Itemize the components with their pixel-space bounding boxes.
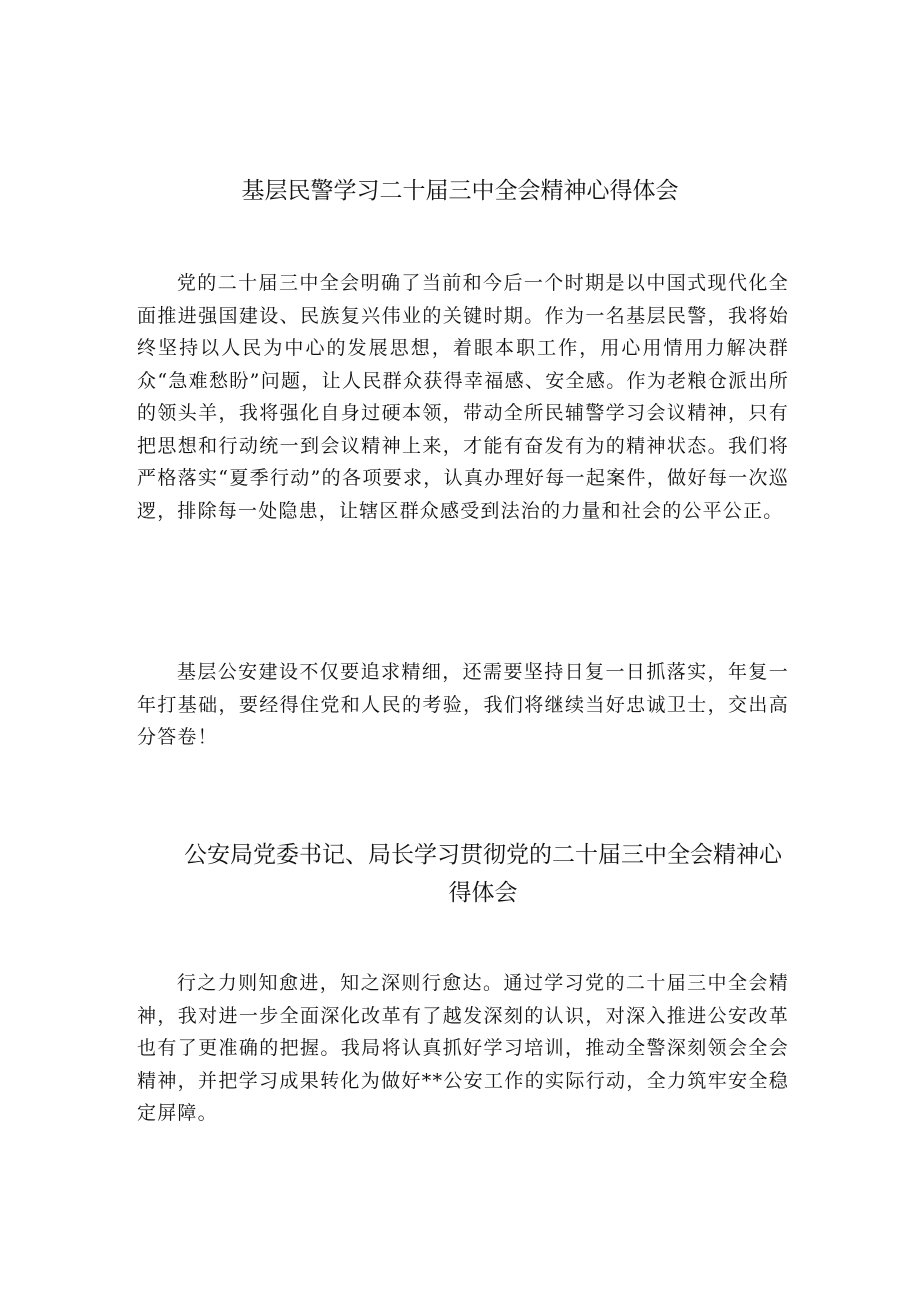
article-2-paragraph-1: 行之力则知愈进，知之深则行愈达。通过学习党的二十届三中全会精神，我对进一步全面深化改革有了越发深刻的认识，对深入推进公安改革也有了更准确的把握。我局将认真抓好学习培训，推动全警深刻领会全会精神，并把学习成果转化为做好**公安工作的实际行动，全力筑牢安全稳定屏障。 [137,972,789,1124]
article-1-paragraph-1: 党的二十届三中全会明确了当前和今后一个时期是以中国式现代化全面推进强国建设、民族复兴伟业的关键时期。作为一名基层民警，我将始终坚持以人民为中心的发展思想，着眼本职工作，用心用情用力解决群众“急难愁盼”问题，让人民群众获得幸福感、安全感。作为老粮仓派出所的领头羊，我将强化自身过硬本领，带动全所民辅警学习会议精神，只有把思想和行动统一到会议精神上来，才能有奋发有为的精神状态。我们将严格落实“夏季行动”的各项要求，认真办理好每一起案件，做好每一次巡逻，排除每一处隐患，让辖区群众感受到法治的力量和社会的公平公正。 [137,272,789,522]
article-1-title: 基层民警学习二十届三中全会精神心得体会 [241,178,679,204]
article-2-title-line-1: 公安局党委书记、局长学习贯彻党的二十届三中全会精神心 [184,842,782,868]
article-2-title-line-2: 得体会 [448,880,518,906]
article-2-title [160,836,806,912]
article-1-paragraph-2: 基层公安建设不仅要追求精细，还需要坚持日复一日抓落实，年复一年打基础，要经得住党和人民的考验，我们将继续当好忠诚卫士，交出高分答卷！ [137,661,789,748]
